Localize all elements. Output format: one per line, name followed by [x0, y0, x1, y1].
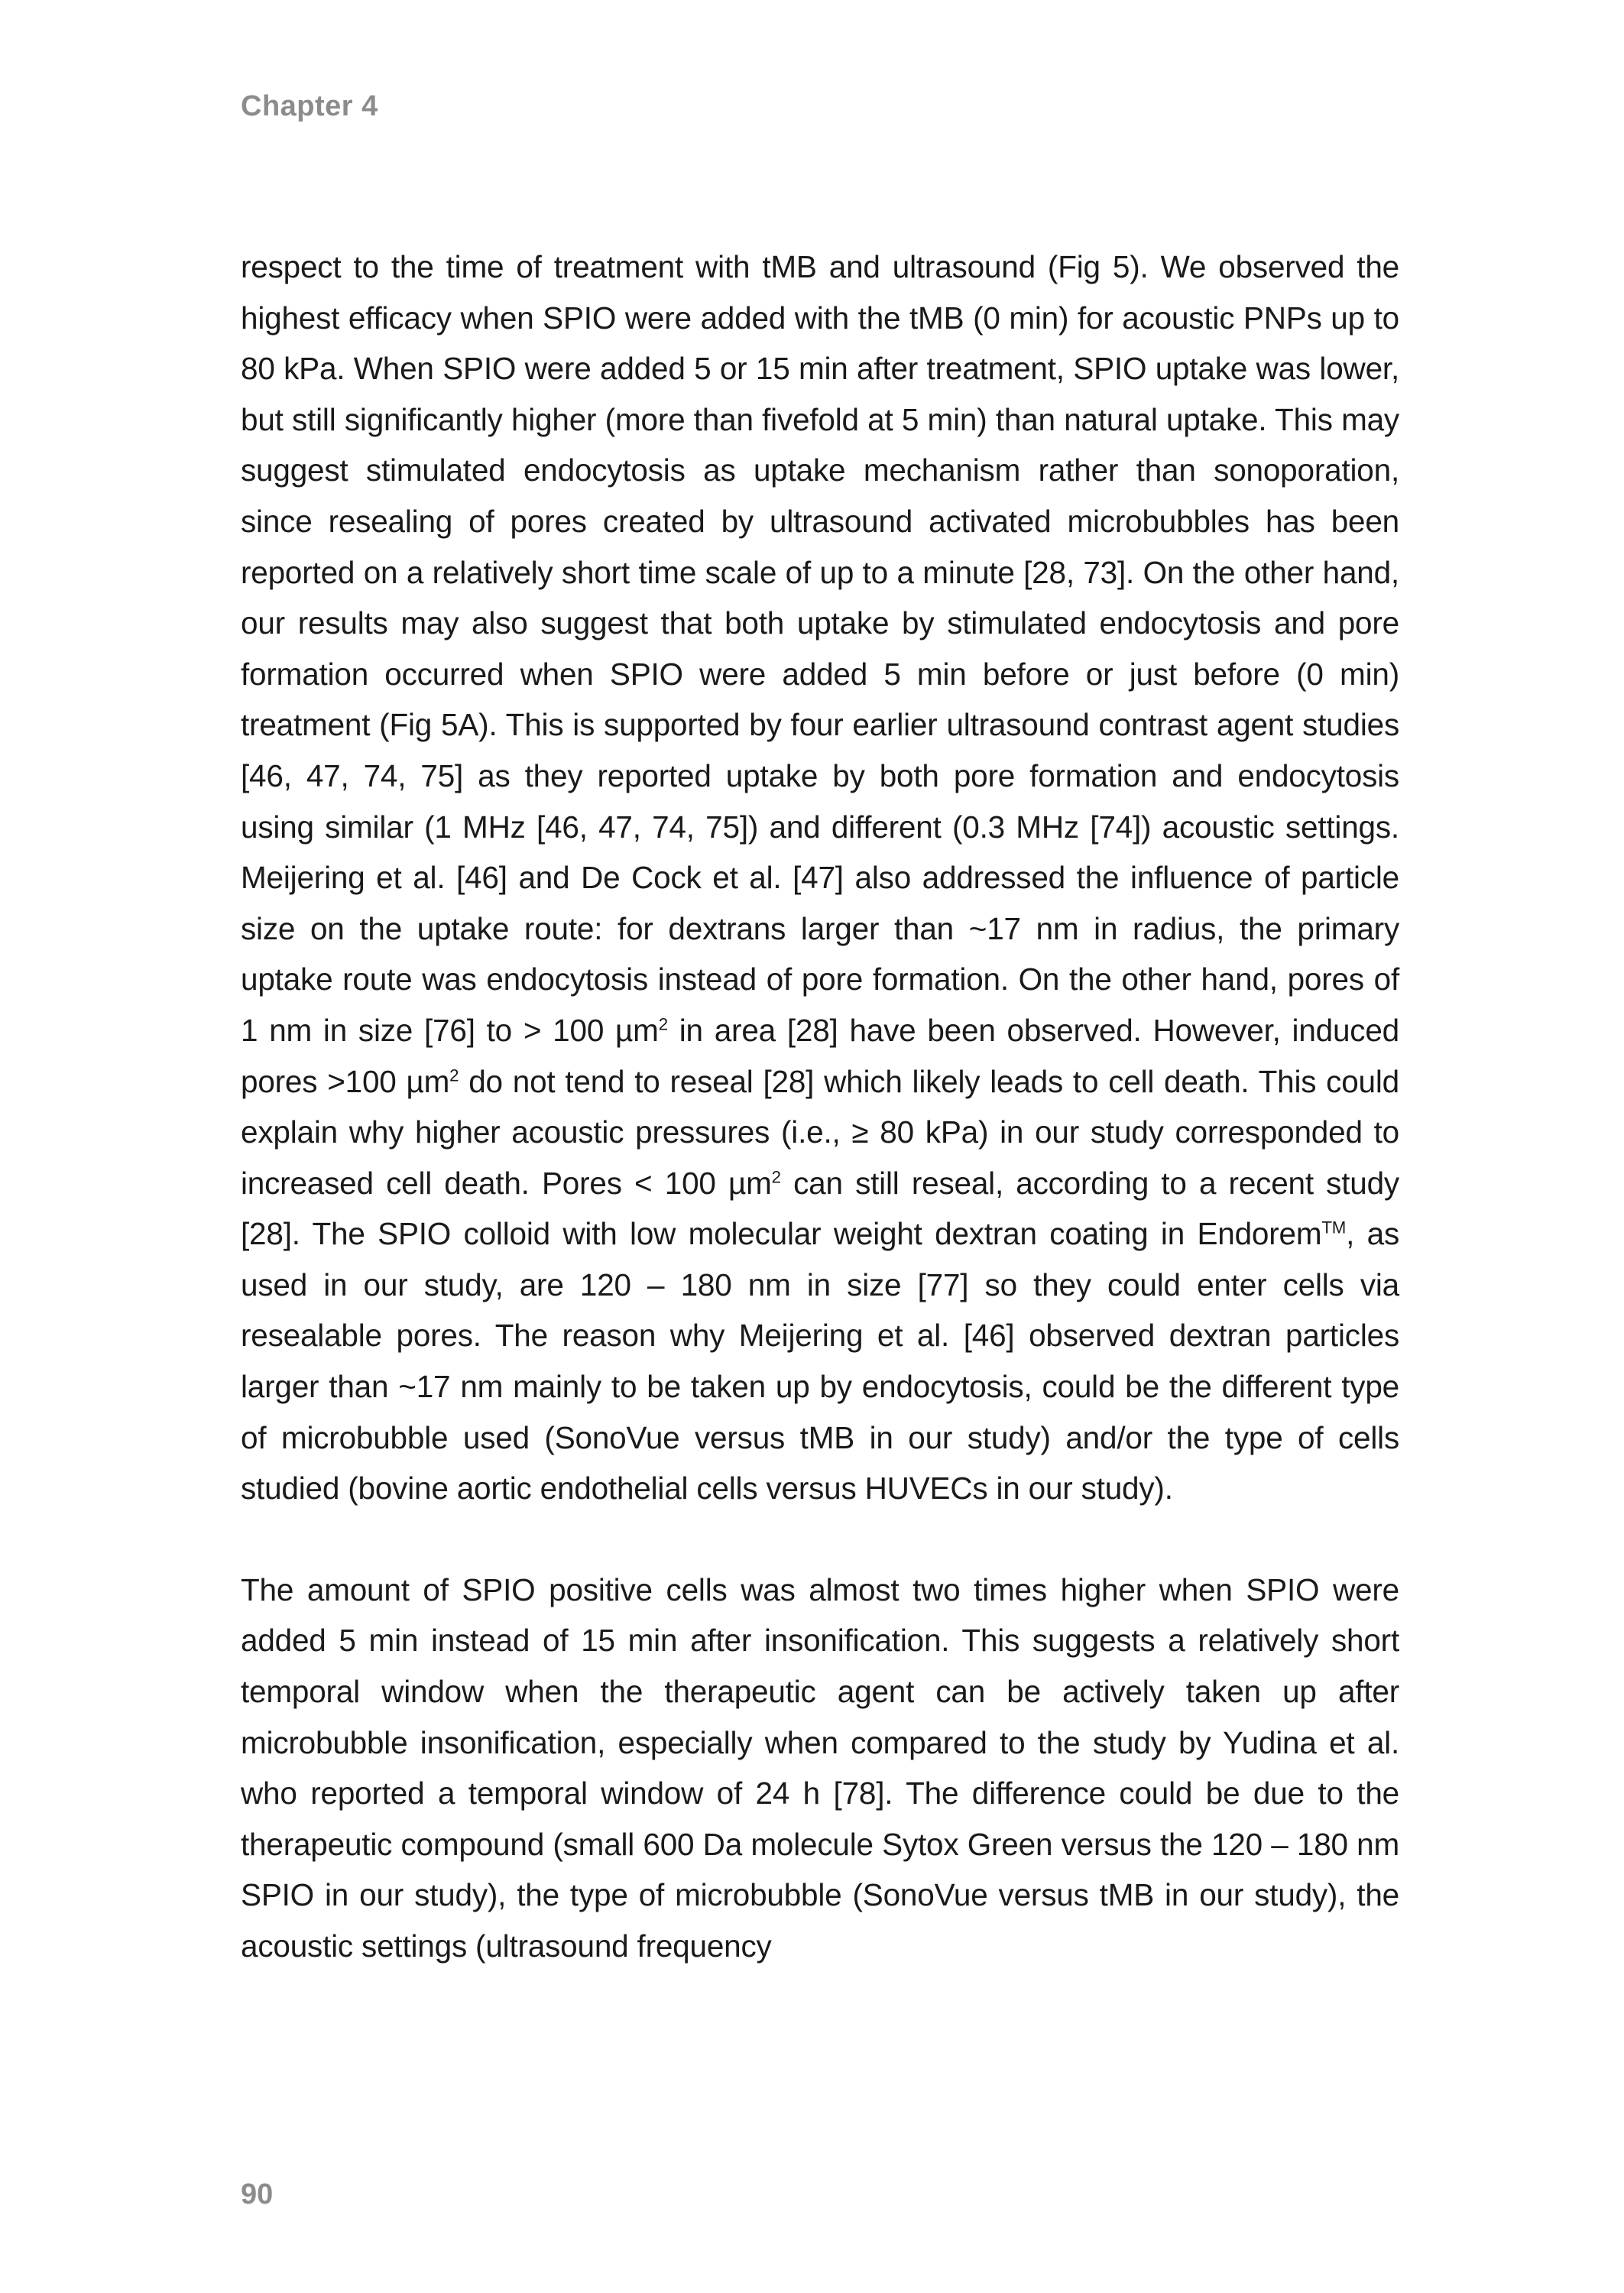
running-head-chapter: Chapter 4 — [241, 90, 378, 122]
paragraph-temporal-window: The amount of SPIO positive cells was almost two times higher when SPIO were added 5 min instead of 15 min after insonification. This suggests a relatively short temporal window when the therapeutic agent can be actively taken up after microbubble insonification, especially when compared to the study by Yudina et al. who reported a temporal window of 24 h [78]. The difference could be due to the therapeutic compound (small 600 Da molecule Sytox Green versus the 120 – 180 nm SPIO in our study), the type of microbubble (SonoVue versus tMB in our study), the acoustic settings (ultrasound frequency — [241, 1571, 1399, 1964]
body-text — [241, 242, 1399, 1972]
superscript-squared: 2 — [658, 1014, 668, 1034]
paragraph-text-c: do not tend to reseal [28] which likely leads to cell death. This could explain why higher acoustic pressures (i.e., ≥ 80 kPa) in our study corresponded to increased cell death. Pores < 100 µm — [241, 1063, 1399, 1201]
superscript-squared: 2 — [449, 1065, 459, 1085]
superscript-squared: 2 — [771, 1167, 781, 1187]
paragraph-text-a: respect to the time of treatment with tMB and ultrasound (Fig 5). We observed the highest efficacy when SPIO were added with the tMB (0 min) for acoustic PNPs up to 80 kPa. When SPIO were added 5 or 15 min after treatment, SPIO uptake was lower, but still significantly higher (more than fivefold at 5 min) than natural uptake. This may suggest stimulated endocytosis as uptake mechanism rather than sonoporation, since resealing of pores created by ultrasound activated microbubbles has been reported on a relatively short time scale of up to a minute [28, 73]. On the other hand, our results may also suggest that both uptake by stimulated endocytosis and pore formation occurred when SPIO were added 5 min before or just before (0 min) treatment (Fig 5A). This is supported by four earlier ultrasound contrast agent studies [46, 47, 74, 75] as they reported uptake by both pore formation and endocytosis using similar (1 MHz [46, 47, 74, 75]) and different (0.3 MHz [74]) acoustic settings. Meijering et al. [46] and De Cock et al. [47] also addressed the influence of particle size on the uptake route: for dextrans larger than ~17 nm in radius, the primary uptake route was endocytosis instead of pore formation. On the other hand, pores of 1 nm in size [76] to > 100 µm — [241, 249, 1399, 1048]
superscript-trademark: TM — [1321, 1218, 1347, 1237]
page-number: 90 — [241, 2178, 274, 2210]
paragraph-text-e: , as used in our study, are 120 – 180 nm in size [77] so they could enter cells via resealable pores. The reason why Meijering et al. [46] observed dextran particles larger than ~17 nm mainly to be taken up by endocytosis, could be the different type of microbubble used (SonoVue versus tMB in our study) and/or the type of cells studied (bovine aortic endothelial cells versus HUVECs in our study). — [241, 1216, 1399, 1507]
paragraph-text-b: in area [28] have been observed. However, induced pores >100 µm — [241, 1012, 1400, 1099]
paragraph-discussion-uptake — [241, 242, 1399, 1514]
paragraph-text-d: can still reseal, according to a recent study [28]. The SPIO colloid with low molecular weight dextran coating in Endorem — [241, 1165, 1399, 1252]
